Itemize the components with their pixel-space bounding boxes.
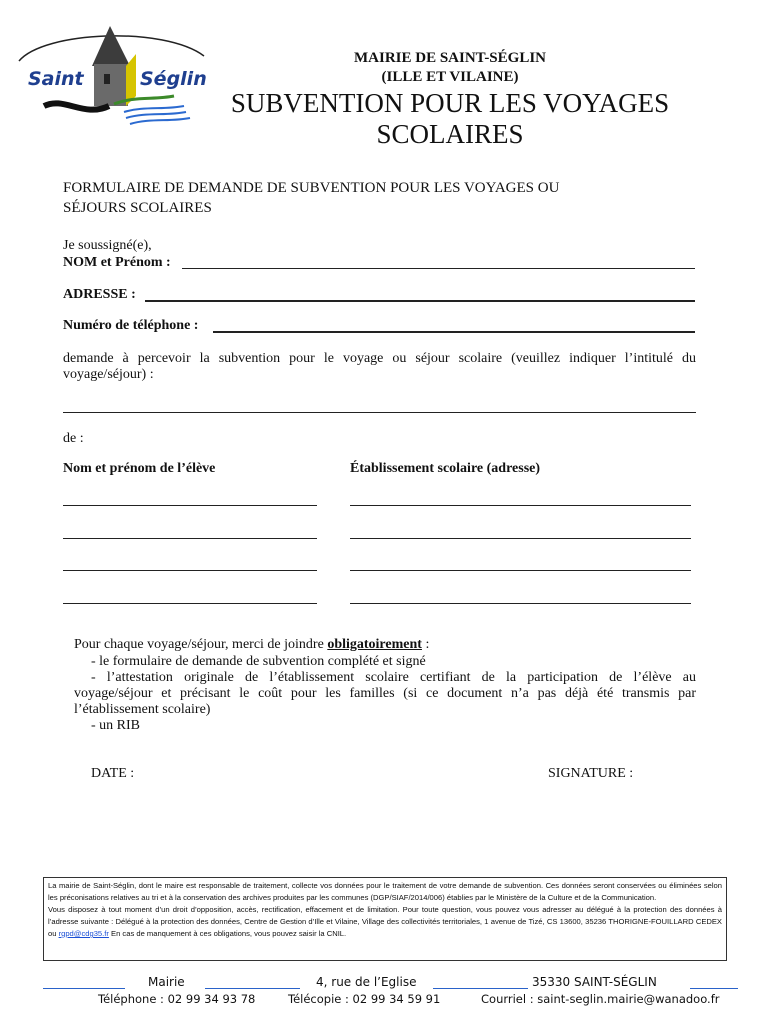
eleve-field-line[interactable]: [63, 538, 317, 539]
eleve-field-line[interactable]: [63, 570, 317, 571]
nom-field-line[interactable]: [182, 268, 695, 269]
mairie-region: (ILLE ET VILAINE): [381, 69, 519, 85]
piece-item-attestation-line3: l’établissement scolaire): [74, 702, 211, 717]
municipal-logo: [14, 26, 210, 126]
etablissement-field-line[interactable]: [350, 505, 691, 506]
piece-item-attestation-line2: voyage/séjour et précisant le coût pour les familles (si ce document n’a pas déjà été transmis par: [74, 686, 696, 701]
footer-address: 4, rue de l’Eglise: [316, 975, 417, 989]
dpo-email-link[interactable]: rgpd@cdg35.fr: [58, 929, 109, 938]
gdpr-paragraph2-end: En cas de manquement à ces obligations, vous pouvez saisir la CNIL.: [108, 929, 347, 938]
footer-rule: [433, 988, 528, 989]
footer-mairie: Mairie: [148, 975, 185, 989]
footer-courriel: Courriel : saint-seglin.mairie@wanadoo.fr: [481, 992, 720, 1006]
soussigne-text: Je soussigné(e),: [63, 238, 152, 253]
signature-label: SIGNATURE :: [548, 766, 634, 781]
eleve-field-line[interactable]: [63, 505, 317, 506]
de-label: de :: [63, 431, 84, 446]
col-eleve-header: Nom et prénom de l’élève: [63, 461, 216, 476]
telephone-label: Numéro de téléphone :: [63, 318, 199, 333]
pieces-intro-text: Pour chaque voyage/séjour, merci de joindre: [74, 637, 324, 652]
col-etablissement-header: Établissement scolaire (adresse): [350, 461, 541, 476]
footer-telecopie: Télécopie : 02 99 34 59 91: [288, 992, 441, 1006]
date-label: DATE :: [91, 766, 135, 781]
pieces-intro: [74, 637, 429, 653]
voyage-title-field-line[interactable]: [63, 412, 696, 413]
footer-rule: [690, 988, 738, 989]
nom-label: NOM et Prénom :: [63, 255, 171, 270]
piece-item-attestation-line1: - l’attestation originale de l’établissement scolaire certifiant de la participation de l’élève au: [91, 670, 696, 685]
gdpr-paragraph2-text: Vous disposez à tout moment d’un droit d’opposition, accès, rectification, effacement et de limitation. Pour toute question, vous pouvez vous adresser au délégué à la protection des données à l’adresse suivante : Délégué à la protection des données, Centre de Gestion d’Ille et Vilaine, Village des collectivités territoriales, 1 avenue de Tizé, CS 13600, 35236 THORIGNE-FOUILLARD CEDEX ou: [48, 905, 722, 938]
footer-rule: [205, 988, 300, 989]
telephone-field-line[interactable]: [213, 331, 695, 333]
eleve-field-line[interactable]: [63, 603, 317, 604]
pieces-intro-colon: :: [421, 637, 430, 652]
etablissement-field-line[interactable]: [350, 570, 691, 571]
form-heading-line1: FORMULAIRE DE DEMANDE DE SUBVENTION POUR LES VOYAGES OU: [63, 180, 560, 196]
footer-telephone: Téléphone : 02 99 34 93 78: [98, 992, 256, 1006]
mairie-name: MAIRIE DE SAINT-SÉGLIN: [354, 50, 546, 66]
piece-item-rib: - un RIB: [91, 718, 140, 733]
demande-text-line2: voyage/séjour) :: [63, 367, 154, 382]
gdpr-notice: [43, 877, 727, 961]
demande-text-line1: demande à percevoir la subvention pour le voyage ou séjour scolaire (veuillez indiquer l’intitulé du: [63, 351, 696, 366]
pieces-intro-obligatoirement: obligatoirement: [327, 637, 422, 652]
footer-rule: [43, 988, 125, 989]
page-title-line2: SCOLAIRES: [376, 119, 524, 149]
etablissement-field-line[interactable]: [350, 603, 691, 604]
logo-text-saint: Saint: [28, 68, 84, 90]
piece-item-formulaire: - le formulaire de demande de subvention complété et signé: [91, 654, 426, 669]
etablissement-field-line[interactable]: [350, 538, 691, 539]
adresse-label: ADRESSE :: [63, 287, 136, 302]
logo-text-seglin: Séglin: [140, 68, 207, 90]
footer-city: 35330 SAINT-SÉGLIN: [532, 975, 657, 989]
form-heading-line2: SÉJOURS SCOLAIRES: [63, 200, 212, 216]
adresse-field-line[interactable]: [145, 300, 695, 302]
gdpr-paragraph2: [48, 904, 722, 940]
gdpr-paragraph1: La mairie de Saint-Séglin, dont le maire est responsable de traitement, collecte vos données pour le traitement de votre demande de subvention. Ces données seront conservées ou éliminées selon les préconisations relatives au tri et à la conservation des archives produites par les communes (DGP/SIAF/2014/006) établies par le Ministère de la Culture et de la Communication.: [48, 881, 722, 902]
page-title-line1: SUBVENTION POUR LES VOYAGES: [230, 88, 670, 118]
